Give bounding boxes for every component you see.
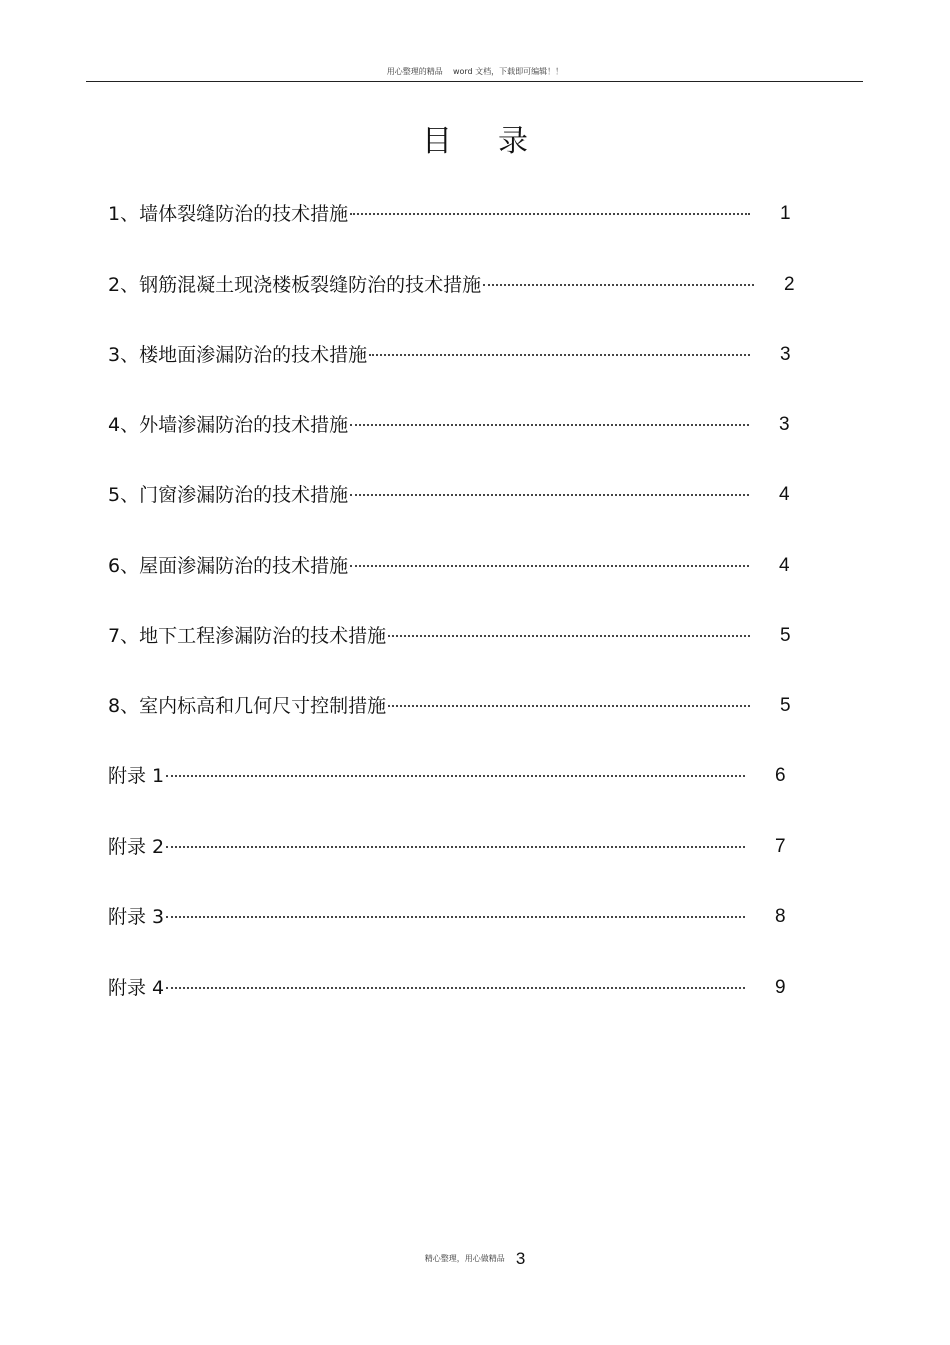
toc-entry-appendix-3[interactable] (108, 902, 786, 932)
toc-entry-label: 附录 2 (108, 836, 165, 858)
toc-entry-7[interactable] (108, 621, 791, 651)
toc-entry-6[interactable] (108, 551, 790, 581)
footer-page-number: 3 (515, 1248, 526, 1268)
toc-entry-label: 附录 1 (108, 765, 165, 787)
toc-entry-page: 8 (775, 906, 786, 927)
toc-entry-label: 附录 3 (108, 906, 165, 928)
toc-entry-label: 5、门窗渗漏防治的技术措施 (108, 484, 349, 506)
page-header-text: 用心整理的精品 word 文档，下载即可编辑！！ (386, 67, 564, 76)
toc-entry-page: 9 (775, 977, 786, 998)
footer-text: 精心整理，用心做精品 (424, 1254, 505, 1263)
toc-entry-label: 3、楼地面渗漏防治的技术措施 (108, 344, 368, 366)
toc-entry-label: 2、钢筋混凝土现浇楼板裂缝防治的技术措施 (108, 274, 482, 296)
toc-entry-page: 4 (779, 555, 790, 576)
dot-leader (388, 635, 750, 637)
toc-entry-page: 4 (779, 484, 790, 505)
toc-entry-page: 7 (775, 836, 786, 857)
toc-entry-appendix-2[interactable] (108, 832, 786, 862)
dot-leader (166, 846, 745, 848)
page-footer (0, 1248, 950, 1269)
toc-entry-label: 4、外墙渗漏防治的技术措施 (108, 414, 349, 436)
dot-leader (369, 354, 750, 356)
dot-leader (388, 705, 750, 707)
toc-entry-4[interactable] (108, 410, 790, 440)
toc-title: 目录 (422, 124, 574, 159)
dot-leader (350, 213, 750, 215)
toc-entry-label: 6、屋面渗漏防治的技术措施 (108, 555, 349, 577)
toc-entry-page: 5 (780, 695, 791, 716)
dot-leader (483, 284, 754, 286)
toc-entry-appendix-4[interactable] (108, 973, 786, 1003)
dot-leader (166, 916, 745, 918)
dot-leader (350, 424, 749, 426)
dot-leader (166, 987, 745, 989)
toc-entry-page: 3 (780, 344, 791, 365)
toc-entry-2[interactable] (108, 270, 795, 300)
dot-leader (350, 565, 749, 567)
dot-leader (166, 775, 745, 777)
toc-entry-1[interactable] (108, 199, 791, 229)
toc-entry-8[interactable] (108, 691, 791, 721)
toc-entry-page: 3 (779, 414, 790, 435)
toc-entry-label: 8、室内标高和几何尺寸控制措施 (108, 695, 387, 717)
toc-entry-page: 5 (780, 625, 791, 646)
toc-entry-label: 附录 4 (108, 977, 165, 999)
toc-entry-page: 1 (780, 203, 791, 224)
toc-entry-page: 6 (775, 765, 786, 786)
toc-entry-appendix-1[interactable] (108, 761, 786, 791)
toc-entry-label: 1、墙体裂缝防治的技术措施 (108, 203, 349, 225)
toc-entry-page: 2 (784, 274, 795, 295)
toc-entry-5[interactable] (108, 480, 790, 510)
toc-entry-3[interactable] (108, 340, 791, 370)
toc-entry-label: 7、地下工程渗漏防治的技术措施 (108, 625, 387, 647)
dot-leader (350, 494, 749, 496)
